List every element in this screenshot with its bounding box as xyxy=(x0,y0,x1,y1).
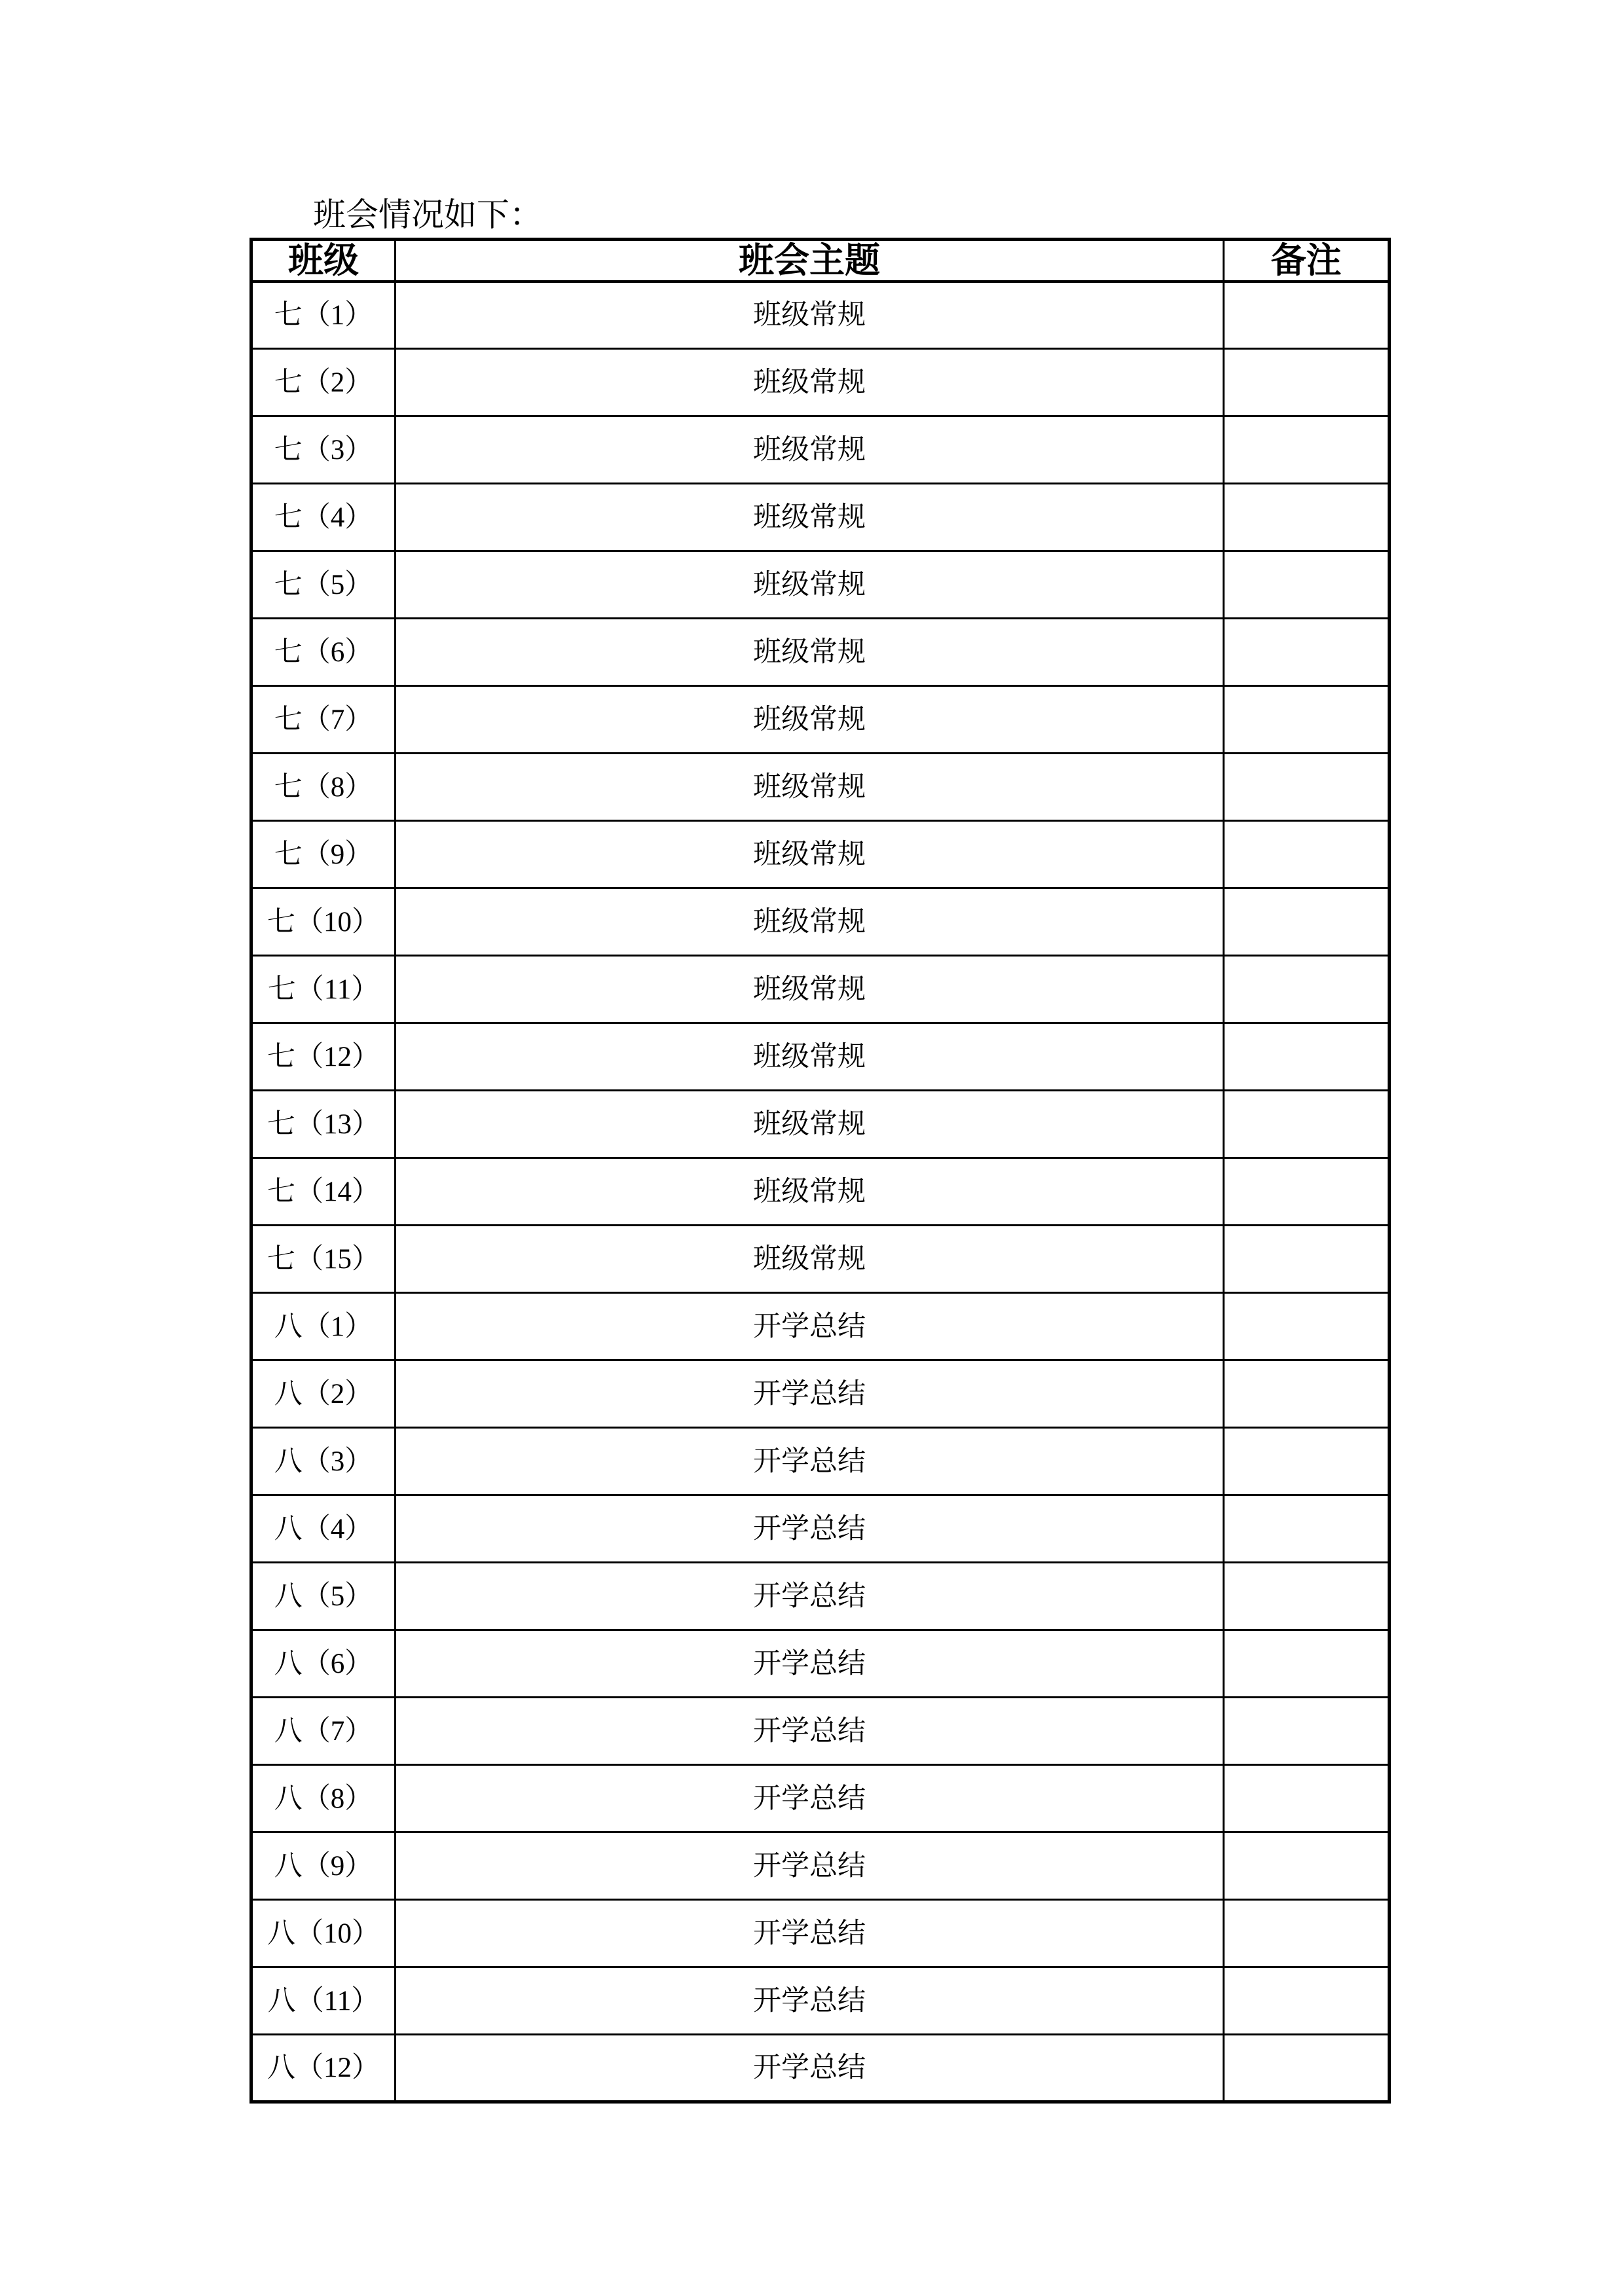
class-cell: 八（11） xyxy=(251,1967,396,2035)
topic-cell: 班级常规 xyxy=(396,956,1224,1023)
header-class: 班级 xyxy=(251,240,396,282)
table-row xyxy=(251,686,1390,754)
header-row xyxy=(251,240,1390,282)
topic-cell: 班级常规 xyxy=(396,888,1224,956)
note-cell xyxy=(1224,1765,1390,1832)
class-cell: 八（9） xyxy=(251,1832,396,1900)
note-cell xyxy=(1224,1158,1390,1226)
topic-cell: 班级常规 xyxy=(396,551,1224,619)
topic-cell: 开学总结 xyxy=(396,1832,1224,1900)
table-row xyxy=(251,1360,1390,1428)
table-row xyxy=(251,551,1390,619)
topic-cell: 开学总结 xyxy=(396,1698,1224,1765)
class-cell: 八（8） xyxy=(251,1765,396,1832)
note-cell xyxy=(1224,1698,1390,1765)
note-cell xyxy=(1224,282,1390,349)
note-cell xyxy=(1224,551,1390,619)
topic-cell: 班级常规 xyxy=(396,821,1224,888)
note-cell xyxy=(1224,484,1390,551)
header-topic: 班会主题 xyxy=(396,240,1224,282)
class-cell: 八（7） xyxy=(251,1698,396,1765)
note-cell xyxy=(1224,821,1390,888)
class-cell: 八（10） xyxy=(251,1900,396,1967)
table-row xyxy=(251,484,1390,551)
note-cell xyxy=(1224,2035,1390,2102)
note-cell xyxy=(1224,1495,1390,1563)
table-row xyxy=(251,1226,1390,1293)
topic-cell: 班级常规 xyxy=(396,619,1224,686)
topic-cell: 开学总结 xyxy=(396,1900,1224,1967)
class-cell: 七（4） xyxy=(251,484,396,551)
table-row xyxy=(251,1765,1390,1832)
class-cell: 八（1） xyxy=(251,1293,396,1360)
note-cell xyxy=(1224,349,1390,416)
note-cell xyxy=(1224,1360,1390,1428)
header-note: 备注 xyxy=(1224,240,1390,282)
table-row xyxy=(251,1293,1390,1360)
topic-cell: 开学总结 xyxy=(396,1563,1224,1630)
topic-cell: 班级常规 xyxy=(396,1091,1224,1158)
class-cell: 七（10） xyxy=(251,888,396,956)
note-cell xyxy=(1224,1091,1390,1158)
topic-cell: 开学总结 xyxy=(396,1428,1224,1495)
table-body xyxy=(251,282,1390,2102)
note-cell xyxy=(1224,1293,1390,1360)
topic-cell: 班级常规 xyxy=(396,282,1224,349)
topic-cell: 开学总结 xyxy=(396,1495,1224,1563)
note-cell xyxy=(1224,416,1390,484)
table-row xyxy=(251,619,1390,686)
table-header xyxy=(251,240,1390,282)
note-cell xyxy=(1224,686,1390,754)
table-row xyxy=(251,1967,1390,2035)
note-cell xyxy=(1224,1023,1390,1091)
note-cell xyxy=(1224,1428,1390,1495)
table-row xyxy=(251,282,1390,349)
class-cell: 七（6） xyxy=(251,619,396,686)
class-cell: 七（2） xyxy=(251,349,396,416)
topic-cell: 开学总结 xyxy=(396,1765,1224,1832)
topic-cell: 开学总结 xyxy=(396,1630,1224,1698)
class-cell: 七（8） xyxy=(251,754,396,821)
class-cell: 七（15） xyxy=(251,1226,396,1293)
topic-cell: 班级常规 xyxy=(396,1226,1224,1293)
table-row xyxy=(251,1428,1390,1495)
table-row xyxy=(251,416,1390,484)
note-cell xyxy=(1224,1630,1390,1698)
note-cell xyxy=(1224,888,1390,956)
class-cell: 七（14） xyxy=(251,1158,396,1226)
topic-cell: 班级常规 xyxy=(396,686,1224,754)
class-cell: 七（1） xyxy=(251,282,396,349)
table-row xyxy=(251,956,1390,1023)
class-cell: 七（7） xyxy=(251,686,396,754)
topic-cell: 班级常规 xyxy=(396,349,1224,416)
class-cell: 七（13） xyxy=(251,1091,396,1158)
table-row xyxy=(251,1563,1390,1630)
note-cell xyxy=(1224,1900,1390,1967)
note-cell xyxy=(1224,1832,1390,1900)
topic-cell: 开学总结 xyxy=(396,1360,1224,1428)
class-cell: 八（4） xyxy=(251,1495,396,1563)
table-row xyxy=(251,1630,1390,1698)
class-cell: 七（3） xyxy=(251,416,396,484)
note-cell xyxy=(1224,956,1390,1023)
table-row xyxy=(251,1698,1390,1765)
table-row xyxy=(251,1495,1390,1563)
table-row xyxy=(251,1023,1390,1091)
topic-cell: 开学总结 xyxy=(396,2035,1224,2102)
table-row xyxy=(251,349,1390,416)
class-cell: 七（9） xyxy=(251,821,396,888)
class-cell: 七（12） xyxy=(251,1023,396,1091)
topic-cell: 开学总结 xyxy=(396,1293,1224,1360)
table-row xyxy=(251,1158,1390,1226)
table-row xyxy=(251,1832,1390,1900)
table-row xyxy=(251,754,1390,821)
note-cell xyxy=(1224,1967,1390,2035)
note-cell xyxy=(1224,619,1390,686)
class-cell: 八（6） xyxy=(251,1630,396,1698)
note-cell xyxy=(1224,754,1390,821)
class-cell: 七（5） xyxy=(251,551,396,619)
table-row xyxy=(251,888,1390,956)
topic-cell: 班级常规 xyxy=(396,754,1224,821)
class-cell: 八（5） xyxy=(251,1563,396,1630)
table-row xyxy=(251,821,1390,888)
table-row xyxy=(251,1091,1390,1158)
class-meeting-table xyxy=(249,238,1391,2104)
page-title: 班会情况如下： xyxy=(313,196,542,233)
topic-cell: 开学总结 xyxy=(396,1967,1224,2035)
class-cell: 八（3） xyxy=(251,1428,396,1495)
class-cell: 八（2） xyxy=(251,1360,396,1428)
class-cell: 七（11） xyxy=(251,956,396,1023)
note-cell xyxy=(1224,1563,1390,1630)
topic-cell: 班级常规 xyxy=(396,1023,1224,1091)
table-row xyxy=(251,1900,1390,1967)
topic-cell: 班级常规 xyxy=(396,1158,1224,1226)
topic-cell: 班级常规 xyxy=(396,416,1224,484)
class-cell: 八（12） xyxy=(251,2035,396,2102)
table-row xyxy=(251,2035,1390,2102)
topic-cell: 班级常规 xyxy=(396,484,1224,551)
note-cell xyxy=(1224,1226,1390,1293)
